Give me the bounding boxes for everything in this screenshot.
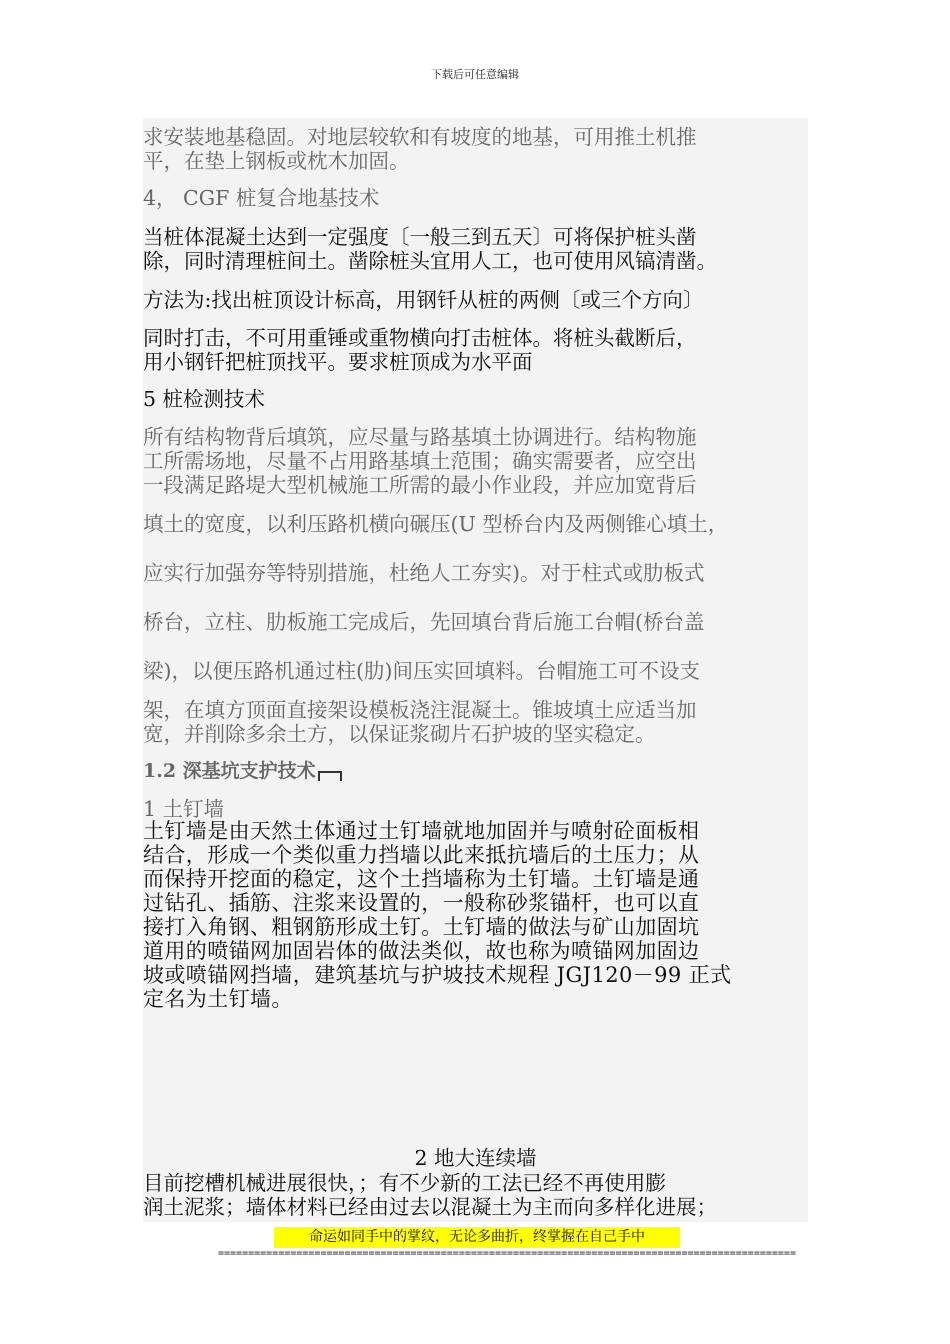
paragraph-line: 同时打击，不可用重锤或重物横向打击桩体。将桩头截断后，: [143, 326, 697, 350]
footer-rule: ================================================================================================: [218, 1248, 796, 1259]
paragraph-line: 润土泥浆；墙体材料已经由过去以混凝土为主而向多样化进展；: [143, 1195, 717, 1219]
paragraph-line: 而保持开挖面的稳定，这个土挡墙称为土钉墙。土钉墙是通: [143, 867, 700, 891]
section-heading: 4， CGF 桩复合地基技术: [143, 186, 380, 210]
paragraph-line: 桥台，立柱、肋板施工完成后，先回填台背后施工台帽(桥台盖: [143, 610, 705, 634]
paragraph-line: 结合，形成一个类似重力挡墙以此来抵抗墙后的土压力；从: [143, 843, 700, 867]
paragraph-line: 应实行加强夯等特别措施，杜绝人工夯实)。对于柱式或肋板式: [143, 561, 705, 585]
paragraph-line: 除，同时清理桩间土。凿除桩头宜用人工，也可使用风镐清凿。: [143, 249, 717, 273]
section-heading-text: 1.2 深基坑支护技术: [143, 760, 316, 782]
subsection-heading: 1 土钉墙: [143, 797, 225, 821]
paragraph-line: 土钉墙是由天然土体通过土钉墙就地加固并与喷射砼面板相: [143, 819, 700, 843]
paragraph-line: 定名为土钉墙。: [143, 987, 293, 1011]
paragraph-line: 平，在垫上钢板或枕木加固。: [143, 149, 410, 173]
paragraph-line: 一段满足路堤大型机械施工所需的最小作业段，并应加宽背后: [143, 473, 697, 497]
paragraph-line: 坡或喷锚网挡墙，建筑基坑与护坡技术规程 JGJ120－99 正式: [143, 963, 732, 987]
header-note: 下载后可任意编辑: [431, 68, 519, 81]
paragraph-line: 梁)，以便压路机通过柱(肋)间压实回填料。台帽施工可不设支: [143, 659, 700, 683]
paragraph-line: 当桩体混凝土达到一定强度〔一般三到五天〕可将保护桩头凿: [143, 225, 697, 249]
anchor-mark-icon: [318, 771, 342, 781]
paragraph-line: 填土的宽度，以利压路机横向碾压(U 型桥台内及两侧锥心填土，: [143, 512, 729, 536]
paragraph-line: 方法为:找出桩顶设计标高，用钢钎从桩的两侧〔或三个方向〕: [143, 288, 704, 312]
paragraph-line: 所有结构物背后填筑，应尽量与路基填土协调进行。结构物施: [143, 425, 697, 449]
paragraph-line: 用小钢钎把桩顶找平。要求桩顶成为水平面: [143, 350, 533, 374]
paragraph-line: 道用的喷锚网加固岩体的做法类似，故也称为喷锚网加固边: [143, 939, 700, 963]
paragraph-line: 求安装地基稳固。对地层较软和有坡度的地基，可用推土机推: [143, 125, 697, 149]
paragraph-line: 架，在填方顶面直接架设模板浇注混凝土。锥坡填土应适当加: [143, 698, 697, 722]
section-heading: [143, 759, 342, 783]
paragraph-line: 宽，并削除多余土方，以保证浆砌片石护坡的坚实稳定。: [143, 722, 656, 746]
paragraph-line: 接打入角钢、粗钢筋形成土钉。土钉墙的做法与矿山加固坑: [143, 915, 700, 939]
section-heading: 5 桩检测技术: [143, 387, 266, 411]
paragraph-line: 过钻孔、插筋、注浆来设置的，一般称砂浆锚杆，也可以直: [143, 891, 700, 915]
section-heading: 2 地大连续墙: [414, 1146, 537, 1170]
paragraph-line: 工所需场地，尽量不占用路基填土范围；确实需要者，应空出: [143, 449, 697, 473]
document-page: [143, 118, 808, 1222]
footer-slogan: 命运如同手中的掌纹，无论多曲折，终掌握在自己手中: [274, 1227, 680, 1248]
paragraph-line: 目前挖槽机械进展很快，；有不少新的工法已经不再使用膨: [143, 1171, 666, 1195]
